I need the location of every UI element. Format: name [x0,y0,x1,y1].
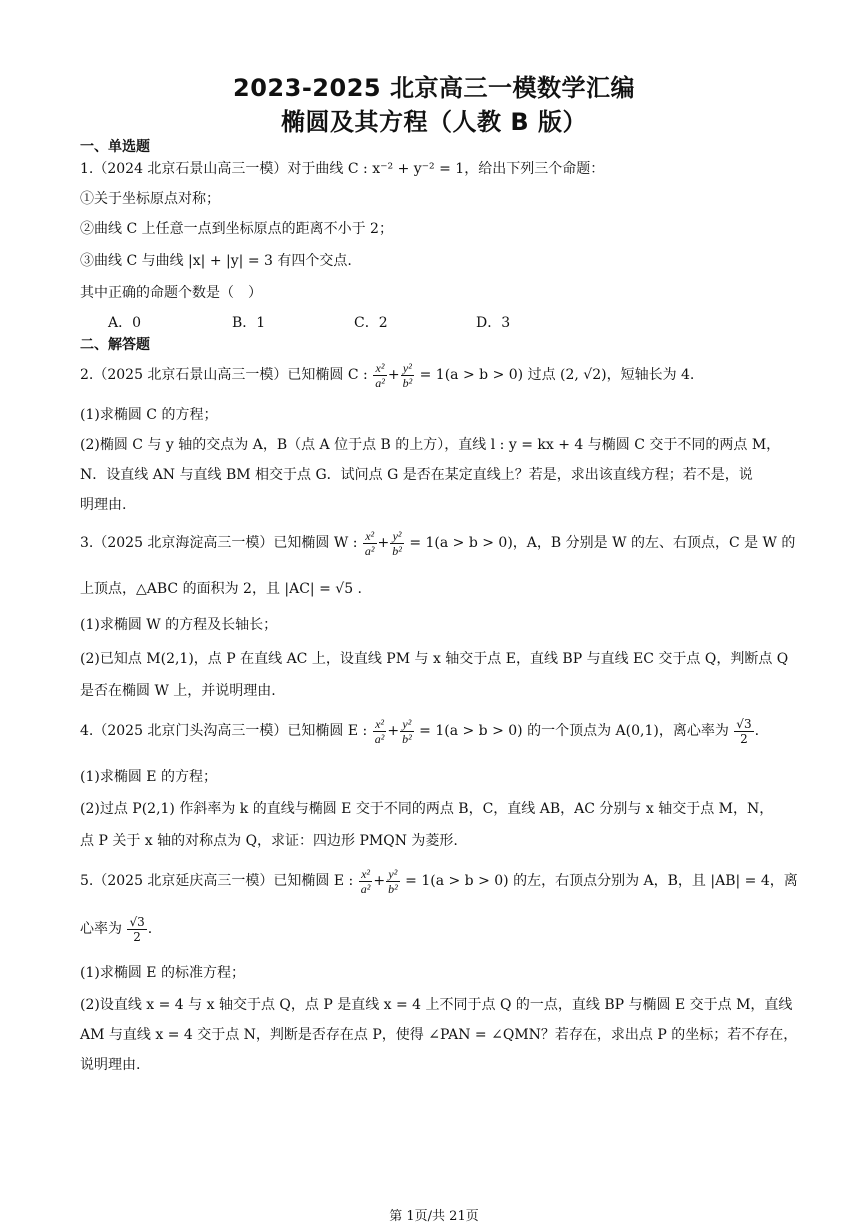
q5-part-2-line-3: 说明理由. [80,1057,141,1073]
q1-stem: 1.（2024 北京石景山高三一模）对于曲线 C : x⁻² + y⁻² = 1，给出下列三个命题： [80,161,605,177]
q5-stem-start: 5.（2025 北京延庆高三一模）已知椭圆 E : [80,873,354,889]
q5-part-2-line-2: AM 与直线 x = 4 交于点 N，判断是否存在点 P，使得 ∠PAN = ∠QMN？若存在，求出点 P 的坐标；若不存在， [80,1027,798,1043]
q1-question: 其中正确的命题个数是（ ） [80,285,262,301]
q2-part-1: (1)求椭圆 C 的方程； [80,407,218,423]
q3-part-2-line-1: (2)已知点 M(2,1)，点 P 在直线 AC 上，设直线 PM 与 x 轴交于点 E，直线 BP 与直线 EC 交于点 Q，判断点 Q [80,651,789,667]
q5-stem: 5.（2025 北京延庆高三一模）已知椭圆 E : $\frac{\text{x²}}{\text{a²}}$ + $\frac{\text{y²}}{\text{b²}}$ = 1(a > b > 0) 的左，右顶点分别为 A，B，且 |AB| = 4，离 [80,866,798,896]
q3-stem-line-2: 上顶点，△ABC 的面积为 2，且 |AC| = √5 . [80,581,363,597]
q1-option-a: A．0 [108,315,142,331]
fraction-x2-a2: $\frac{\text{x²}}{\text{a²}}$ [375,360,385,390]
q1-option-c: C．2 [354,315,388,331]
q1-option-b: B．1 [232,315,266,331]
fraction-x2-a2: $\frac{\text{x²}}{\text{a²}}$ [374,716,385,746]
page-subtitle: 椭圆及其方程（人教 B 版） [280,108,587,136]
q5-part-2-line-1: (2)设直线 x = 4 与 x 轴交于点 Q，点 P 是直线 x = 4 上不同于点 Q 的一点，直线 BP 与椭圆 E 交于点 M，直线 [80,997,793,1013]
q4-stem: 4.（2025 北京门头沟高三一模）已知椭圆 E : $\frac{\text{x²}}{\text{a²}}$ + $\frac{\text{y²}}{\text{b²}}$ = 1(a > b > 0) 的一个顶点为 A(0,1)，离心率为 $\frac{√3}{2}$ . [80,716,760,746]
section-heading-single-choice: 一、单选题 [80,139,150,155]
q4-stem-start: 4.（2025 北京门头沟高三一模）已知椭圆 E : [80,723,368,739]
q2-part-2-line-3: 明理由. [80,497,127,513]
q4-part-2-line-2: 点 P 关于 x 轴的对称点为 Q，求证：四边形 PMQN 为菱形. [80,833,458,849]
q4-part-2-line-1: (2)过点 P(2,1) 作斜率为 k 的直线与椭圆 E 交于不同的两点 B，C，直线 AB，AC 分别与 x 轴交于点 M，N， [80,801,774,817]
fraction-sqrt3-2: $\frac{√3}{2}$ [129,914,145,944]
fraction-x2-a2: $\frac{\text{x²}}{\text{a²}}$ [364,528,375,558]
q5-stem-end: = 1(a > b > 0) 的左，右顶点分别为 A，B，且 |AB| = 4，离 [405,873,798,889]
q3-stem-end: = 1(a > b > 0)，A，B 分别是 W 的左、右顶点，C 是 W 的 [409,535,796,551]
q2-stem: 2.（2025 北京石景山高三一模）已知椭圆 C : $\frac{\text{x²}}{\text{a²}}$ + $\frac{\text{y²}}{\text{b²}}$ = 1(a > b > 0) 过点 (2, √2)，短轴长为 4. [80,360,695,390]
q3-part-2-line-2: 是否在椭圆 W 上，并说明理由. [80,683,276,699]
q1-proposition-1: ①关于坐标原点对称； [80,191,220,207]
fraction-y2-b2: $\frac{\text{y²}}{\text{b²}}$ [392,528,402,558]
q4-part-1: (1)求椭圆 E 的方程； [80,769,217,785]
q2-part-2-line-2: N．设直线 AN 与直线 BM 相交于点 G．试问点 G 是否在某定直线上？若是，求出该直线方程；若不是，说 [80,467,753,483]
page-number: 第 1页/共 21页 [389,1209,479,1224]
q1-option-d: D．3 [476,315,511,331]
page-title: 2023-2025 北京高三一模数学汇编 [233,74,635,102]
q5-part-1: (1)求椭圆 E 的标准方程； [80,965,245,981]
q4-stem-end: = 1(a > b > 0) 的一个顶点为 A(0,1)，离心率为 [419,723,729,739]
fraction-sqrt3-2: $\frac{√3}{2}$ [736,716,752,746]
q2-part-2-line-1: (2)椭圆 C 与 y 轴的交点为 A，B（点 A 位于点 B 的上方），直线 l : y = kx + 4 与椭圆 C 交于不同的两点 M， [80,437,781,453]
q1-proposition-3: ③曲线 C 与曲线 |x| + |y| = 3 有四个交点. [80,253,352,269]
q2-stem-start: 2.（2025 北京石景山高三一模）已知椭圆 C : [80,367,368,383]
q3-stem-start: 3.（2025 北京海淀高三一模）已知椭圆 W : [80,535,358,551]
q3-stem: 3.（2025 北京海淀高三一模）已知椭圆 W : $\frac{\text{x²}}{\text{a²}}$ + $\frac{\text{y²}}{\text{b²}}$ = 1(a > b > 0)，A，B 分别是 W 的左、右顶点，C 是 W 的 [80,528,796,558]
q2-stem-end: = 1(a > b > 0) 过点 (2, √2)，短轴长为 4. [419,367,695,383]
q3-part-1: (1)求椭圆 W 的方程及长轴长； [80,617,278,633]
fraction-y2-b2: $\frac{\text{y²}}{\text{b²}}$ [402,716,412,746]
fraction-y2-b2: $\frac{\text{y²}}{\text{b²}}$ [388,866,398,896]
fraction-y2-b2: $\frac{\text{y²}}{\text{b²}}$ [402,360,413,390]
section-heading-answer: 二、解答题 [80,337,150,353]
q5-eccentricity-label: 心率为 [80,921,122,937]
fraction-x2-a2: $\frac{\text{x²}}{\text{a²}}$ [360,866,371,896]
q5-stem-line-2: 心率为 $\frac{√3}{2}$ . [80,914,153,944]
q1-proposition-2: ②曲线 C 上任意一点到坐标原点的距离不小于 2； [80,221,393,237]
